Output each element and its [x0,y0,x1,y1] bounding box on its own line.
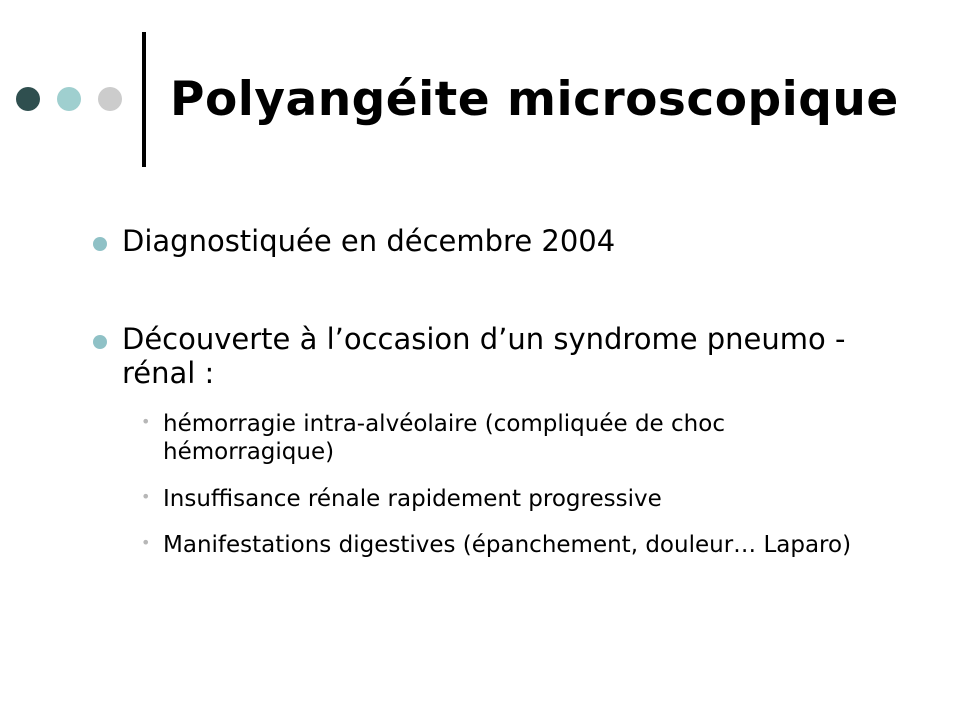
sub-bullet-item: • Insuffisance rénale rapidement progressive [163,485,903,513]
decorative-dot-teal [57,87,81,111]
bullet-item: Découverte à l’occasion d’un syndrome pneumo - rénal : [122,322,882,390]
slide-title: Polyangéite microscopique [170,72,899,127]
title-divider [142,32,146,167]
decorative-dot-dark [16,87,40,111]
sub-bullet-item: • hémorragie intra-alvéolaire (compliquée de choc hémorragique) [163,410,903,466]
decorative-dot-gray [98,87,122,111]
bullet-item: Diagnostiquée en décembre 2004 [122,224,882,258]
sub-bullet-item: • Manifestations digestives (épanchement, douleur… Laparo) [163,531,903,559]
